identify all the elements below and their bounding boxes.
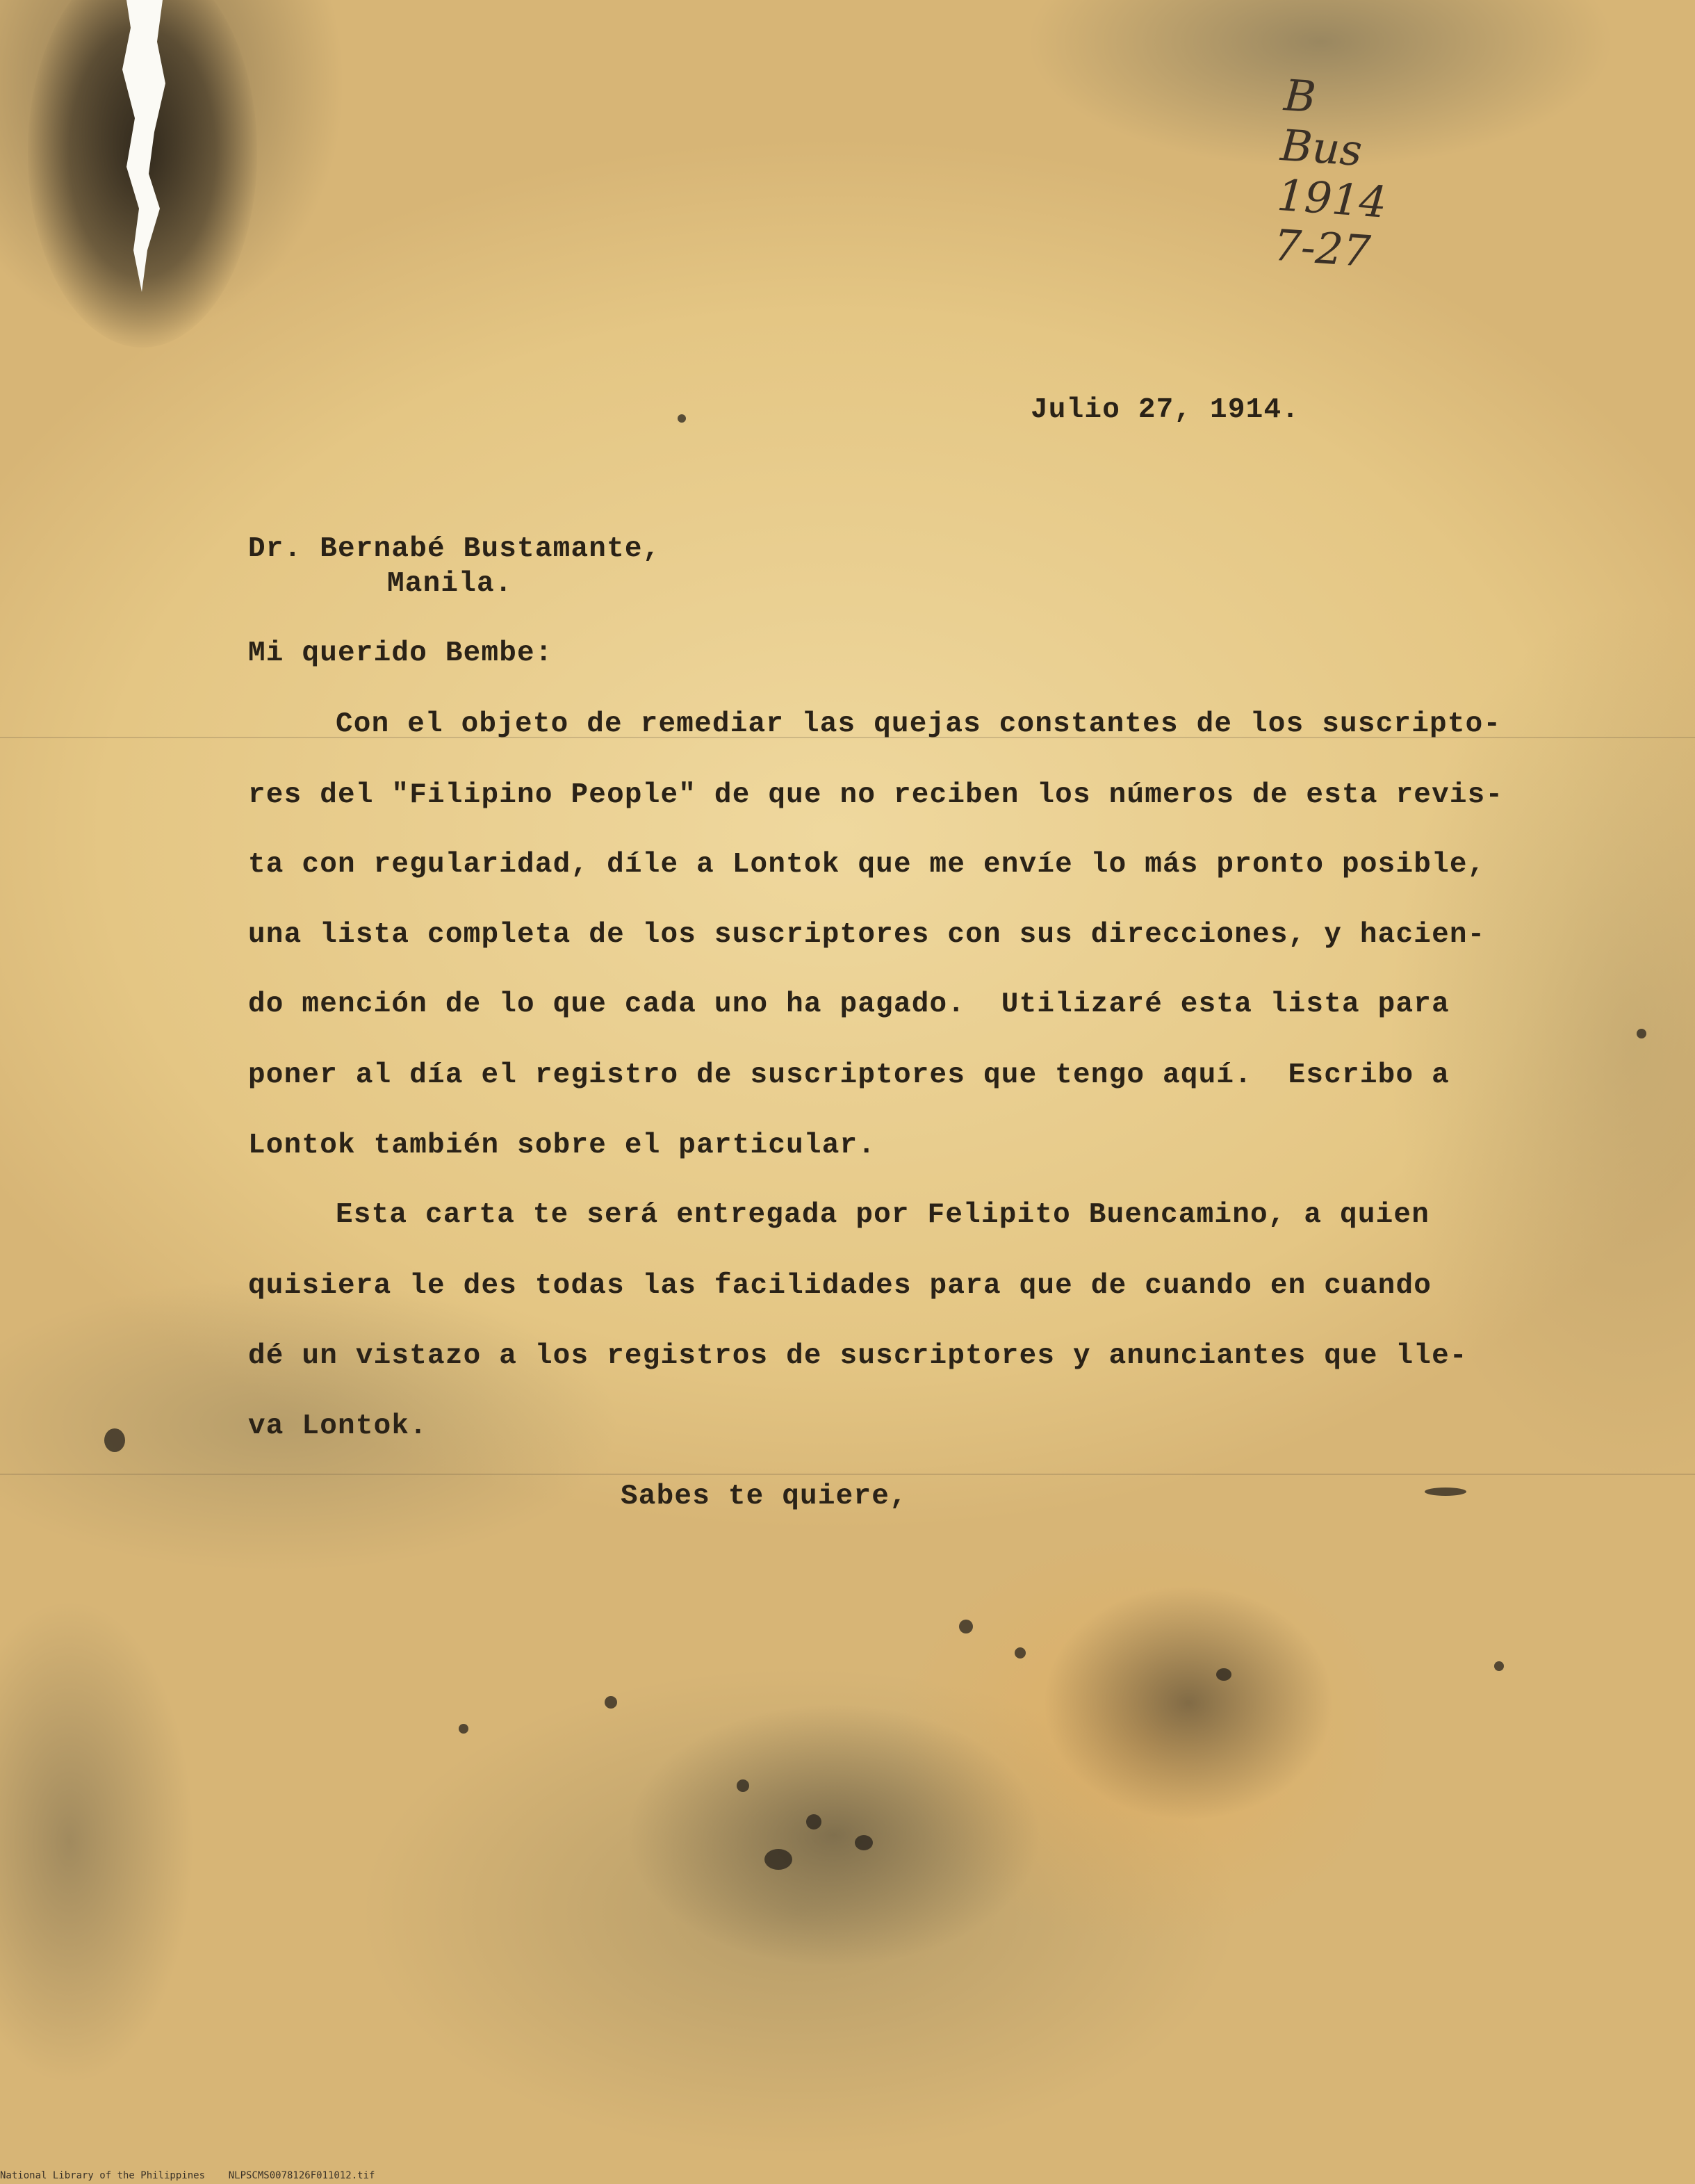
archive-footer: National Library of the Philippines NLPSCMS0078126F011012.tif <box>0 2170 375 2181</box>
ink-spot <box>737 1779 749 1792</box>
recipient-city: Manila. <box>387 568 513 600</box>
body-line: Esta carta te será entregada por Felipito Buencamino, a quien <box>336 1199 1430 1231</box>
note-line: 1914 <box>1275 169 1389 228</box>
handwritten-archive-note <box>1272 70 1466 282</box>
body-line: do mención de lo que cada uno ha pagado. Utilizaré esta lista para <box>248 988 1450 1020</box>
body-line: una lista completa de los suscriptores con sus direcciones, y hacien- <box>248 919 1486 951</box>
dark-stain <box>0 1599 195 2085</box>
body-line: dé un vistazo a los registros de suscriptores y anunciantes que lle- <box>248 1340 1468 1372</box>
closing: Sabes te quiere, <box>621 1481 908 1513</box>
ink-spot <box>678 414 686 423</box>
ink-spot <box>1015 1647 1026 1659</box>
note-line: B <box>1282 70 1318 123</box>
body-line: Lontok también sobre el particular. <box>248 1130 876 1162</box>
dark-stain <box>1042 1585 1334 1821</box>
paper-fold <box>0 1474 1695 1475</box>
letter-date: Julio 27, 1914. <box>1031 394 1300 426</box>
note-line: 7-27 <box>1272 219 1373 277</box>
torn-hole <box>99 0 177 292</box>
note-line: Bus <box>1279 120 1364 177</box>
ink-spot <box>806 1814 821 1829</box>
body-line: poner al día el registro de suscriptores que tengo aquí. Escribo a <box>248 1059 1450 1091</box>
ink-spot <box>605 1696 617 1709</box>
body-line: Con el objeto de remediar las quejas constantes de los suscripto- <box>336 708 1502 740</box>
body-line: quisiera le des todas las facilidades para que de cuando en cuando <box>248 1270 1432 1302</box>
body-line: res del "Filipino People" de que no reciben los números de esta revis- <box>248 779 1504 811</box>
body-line: ta con regularidad, díle a Lontok que me envíe lo más pronto posible, <box>248 849 1486 881</box>
ink-spot <box>1216 1668 1231 1681</box>
ink-spot <box>1637 1029 1646 1038</box>
ink-spot <box>104 1428 125 1452</box>
ink-spot <box>459 1724 468 1734</box>
ink-spot <box>959 1620 973 1633</box>
dark-stain <box>625 1703 1042 1967</box>
recipient-name: Dr. Bernabé Bustamante, <box>248 533 661 565</box>
body-line: va Lontok. <box>248 1410 428 1442</box>
ink-spot <box>855 1835 873 1850</box>
salutation: Mi querido Bembe: <box>248 637 553 669</box>
ink-spot <box>764 1849 792 1870</box>
ink-spot <box>1425 1488 1466 1496</box>
ink-spot <box>1494 1661 1504 1671</box>
